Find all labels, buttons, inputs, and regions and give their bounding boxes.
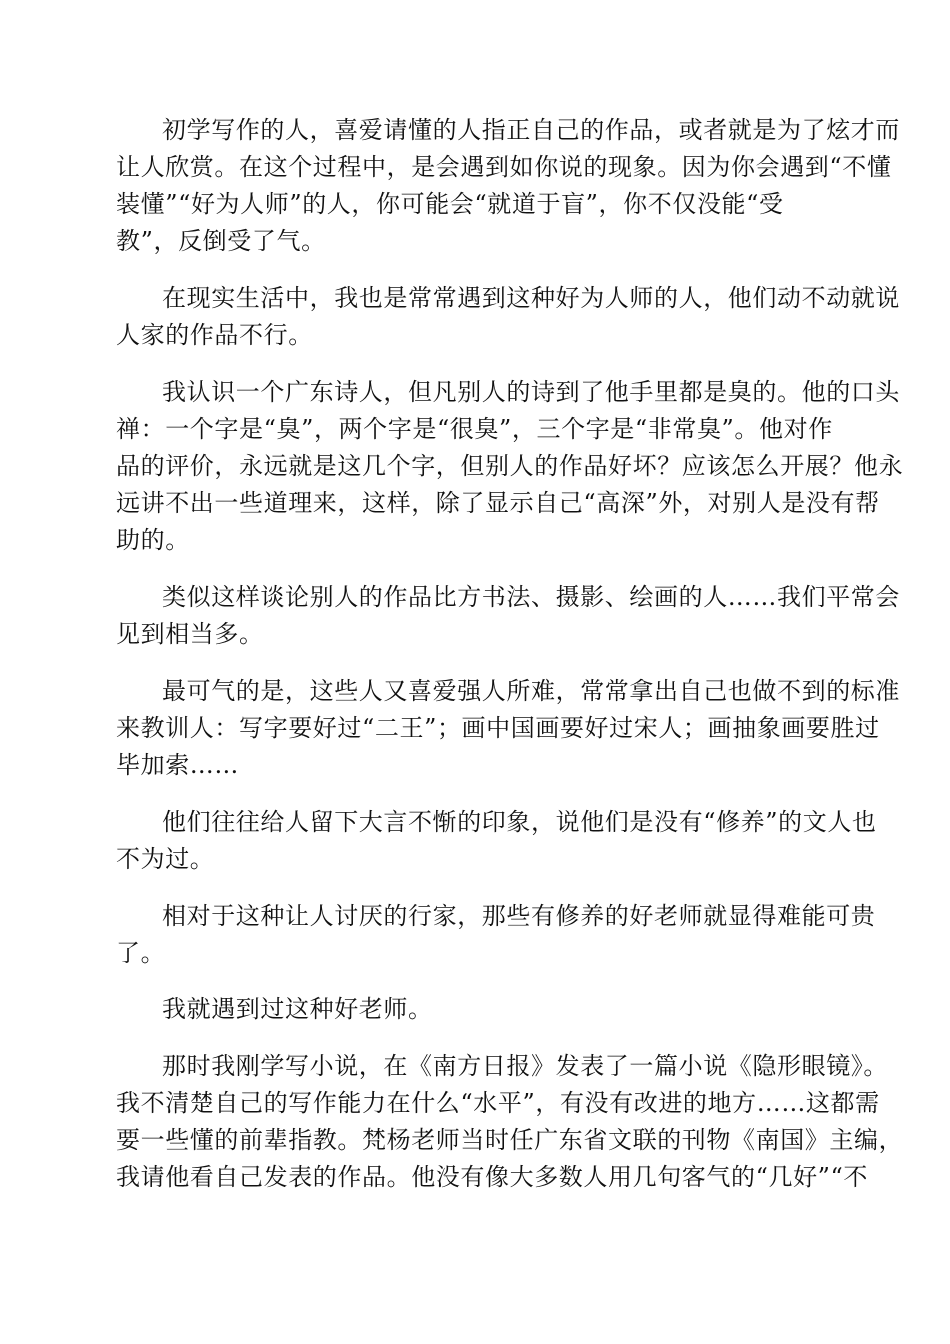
- text-line: 让人欣赏。在这个过程中，是会遇到如你说的现象。因为你会遇到“不懂: [116, 153, 892, 181]
- text-line: 类似这样谈论别人的作品比方书法、摄影、绘画的人……我们平常会: [162, 583, 900, 611]
- text-line: 毕加索……: [116, 751, 239, 779]
- text-line: 在现实生活中，我也是常常遇到这种好为人师的人，他们动不动就说: [162, 284, 900, 312]
- text-line: 来教训人：写字要好过“二王”；画中国画要好过宋人；画抽象画要胜过: [116, 714, 880, 742]
- text-line: 远讲不出一些道理来，这样，除了显示自己“高深”外，对别人是没有帮: [116, 489, 880, 517]
- text-line: 品的评价，永远就是这几个字，但别人的作品好坏？应该怎么开展？他永: [116, 452, 904, 480]
- text-line: 我认识一个广东诗人，但凡别人的诗到了他手里都是臭的。他的口头: [162, 378, 900, 406]
- text-line: 见到相当多。: [116, 620, 264, 648]
- text-line: 我请他看自己发表的作品。他没有像大多数人用几句客气的“几好”“不: [116, 1163, 869, 1191]
- text-line: 他们往往给人留下大言不惭的印象，说他们是没有“修养”的文人也: [162, 808, 877, 836]
- text-line: 相对于这种让人讨厌的行家，那些有修养的好老师就显得难能可贵: [162, 902, 876, 930]
- text-line: 我不清楚自己的写作能力在什么“水平”，有没有改进的地方……这都需: [116, 1089, 880, 1117]
- text-line: 初学写作的人，喜爱请懂的人指正自己的作品，或者就是为了炫才而: [162, 116, 900, 144]
- text-line: 那时我刚学写小说，在《南方日报》发表了一篇小说《隐形眼镜》。: [162, 1052, 888, 1080]
- text-line: 助的。: [116, 526, 190, 554]
- text-line: 最可气的是，这些人又喜爱强人所难，常常拿出自己也做不到的标准: [162, 677, 900, 705]
- text-line: 要一些懂的前辈指教。梵杨老师当时任广东省文联的刊物《南国》主编，: [116, 1126, 904, 1154]
- text-line: 人家的作品不行。: [116, 321, 313, 349]
- text-line: 不为过。: [116, 845, 215, 873]
- text-line: 装懂”“好为人师”的人，你可能会“就道于盲”，你不仅没能“受: [116, 190, 784, 218]
- text-line: 我就遇到过这种好老师。: [162, 995, 433, 1023]
- text-line: 了。: [116, 939, 166, 967]
- text-line: 禅：一个字是“臭”，两个字是“很臭”，三个字是“非常臭”。他对作: [116, 415, 833, 443]
- text-line: 教”，反倒受了气。: [116, 227, 326, 255]
